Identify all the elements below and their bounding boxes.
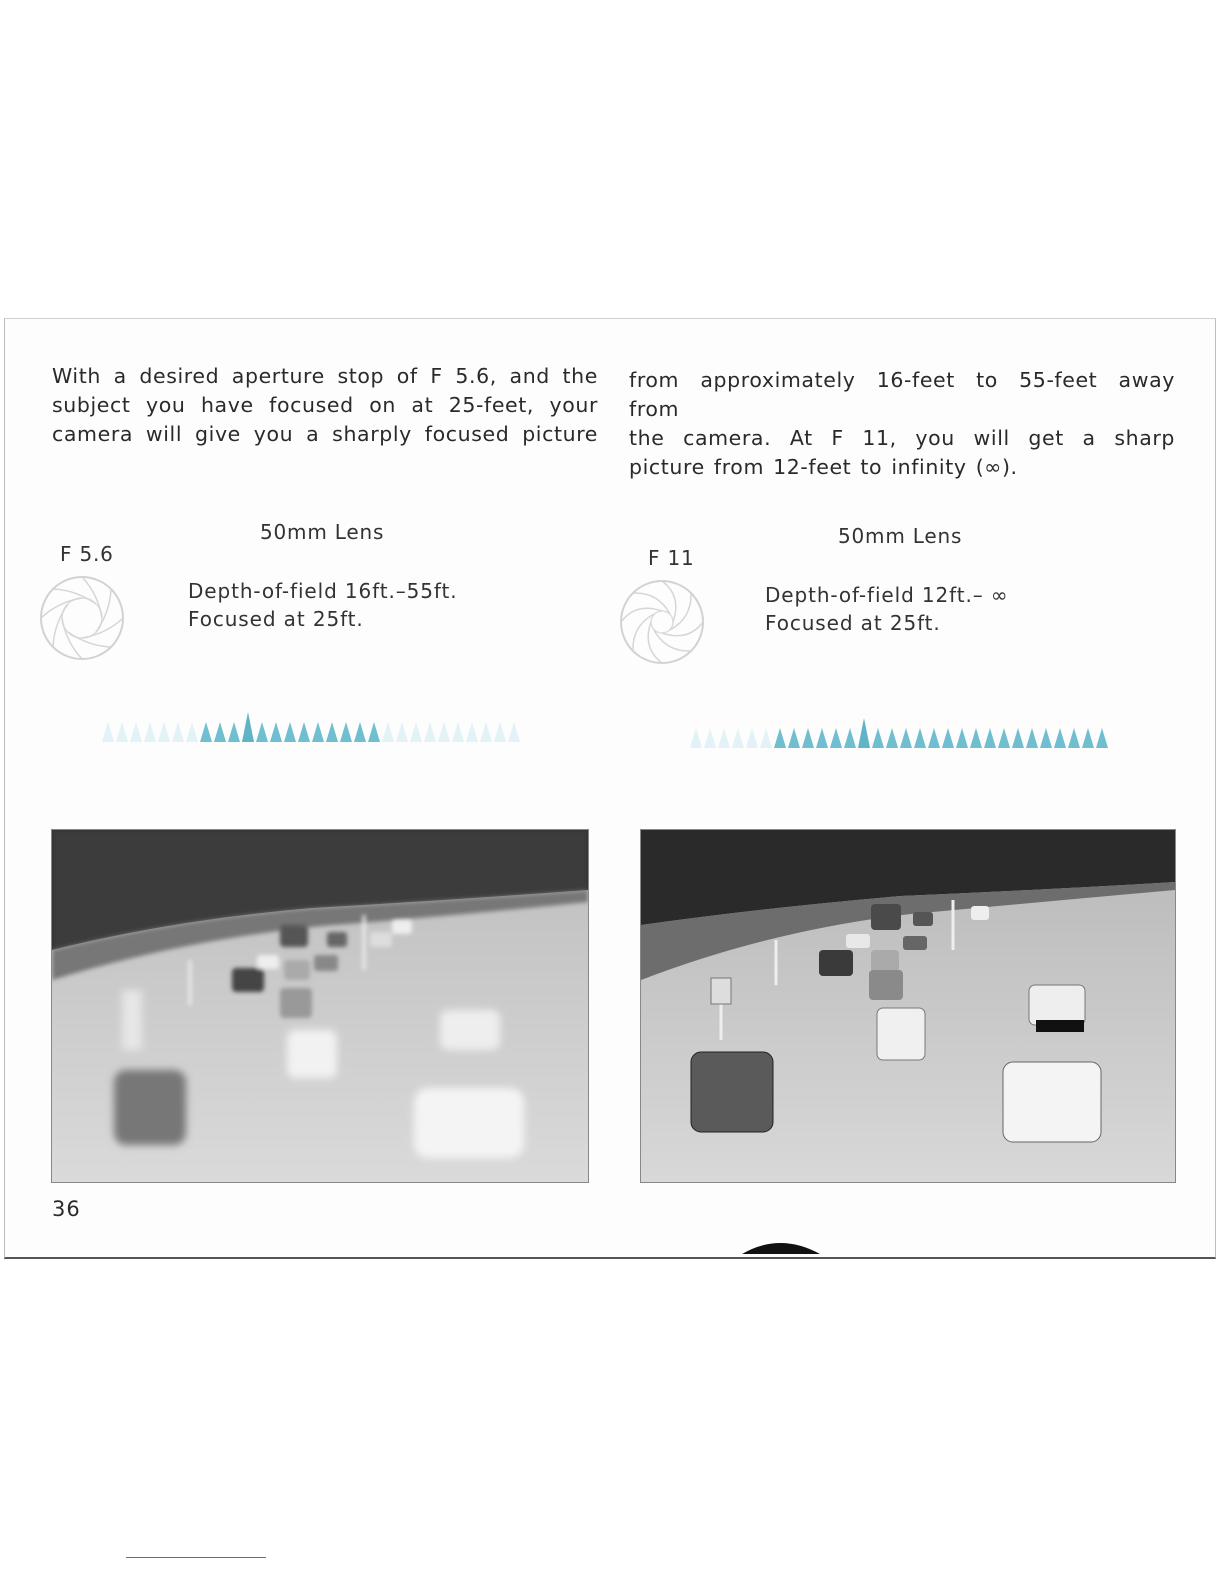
right-depth-scale [690, 718, 1108, 748]
aperture-diaphragm-icon [38, 574, 126, 662]
scale-marker [508, 722, 520, 742]
scale-marker [438, 722, 450, 742]
right-focused-at: Focused at 25ft. [765, 611, 941, 635]
scale-marker [816, 728, 828, 748]
right-paragraph [629, 366, 1175, 482]
scale-marker [172, 722, 184, 742]
scale-marker [872, 728, 884, 748]
scale-marker [284, 722, 296, 742]
right-paragraph-line: the camera. At F 11, you will get a sharp [629, 426, 1175, 450]
scale-marker [494, 722, 506, 742]
scale-marker [340, 722, 352, 742]
underline-rule [126, 1557, 266, 1558]
page-number: 36 [52, 1197, 81, 1221]
scale-marker [1054, 728, 1066, 748]
scale-marker [102, 722, 114, 742]
photo-f11 [640, 829, 1176, 1183]
scale-marker [844, 728, 856, 748]
scale-marker [480, 722, 492, 742]
left-paragraph-line: With a desired aperture stop of F 5.6, and the [52, 364, 598, 388]
scale-marker [396, 722, 408, 742]
scale-marker [914, 728, 926, 748]
left-lens-label: 50mm Lens [260, 520, 385, 544]
scale-marker [116, 722, 128, 742]
left-focused-at: Focused at 25ft. [188, 607, 364, 631]
scale-marker [256, 722, 268, 742]
scale-marker [466, 722, 478, 742]
left-paragraph [52, 362, 598, 449]
scale-marker [718, 728, 730, 748]
scale-marker [1096, 728, 1108, 748]
scale-marker [214, 722, 226, 742]
scale-marker [228, 722, 240, 742]
scale-marker [410, 722, 422, 742]
scale-marker [998, 728, 1010, 748]
scale-marker [1082, 728, 1094, 748]
scale-marker [1026, 728, 1038, 748]
right-paragraph-line: from approximately 16-feet to 55-feet away from [629, 368, 1175, 421]
scale-marker [942, 728, 954, 748]
scale-marker [746, 728, 758, 748]
scale-marker [970, 728, 982, 748]
photo-f11-illustration [641, 830, 1175, 1182]
scale-marker [690, 728, 702, 748]
scale-marker [788, 728, 800, 748]
aperture-diaphragm-icon [618, 578, 706, 666]
scale-marker [144, 722, 156, 742]
scale-marker [1012, 728, 1024, 748]
scale-marker [760, 728, 772, 748]
scale-marker [886, 728, 898, 748]
scale-marker [1040, 728, 1052, 748]
left-paragraph-line: subject you have focused on at 25-feet, your [52, 393, 598, 417]
scale-marker [326, 722, 338, 742]
scale-marker [452, 722, 464, 742]
left-paragraph-line: camera will give you a sharply focused picture [52, 422, 598, 446]
scale-marker [158, 722, 170, 742]
scale-marker [802, 728, 814, 748]
scale-marker [424, 722, 436, 742]
scale-marker [298, 722, 310, 742]
scale-marker [186, 722, 198, 742]
scale-marker [382, 722, 394, 742]
scale-marker [900, 728, 912, 748]
scale-focus-marker [242, 712, 254, 742]
scale-marker [830, 728, 842, 748]
right-aperture-label: F 11 [648, 546, 695, 570]
right-paragraph-line: picture from 12-feet to infinity (∞). [629, 455, 1018, 479]
scale-marker [704, 728, 716, 748]
scale-marker [928, 728, 940, 748]
bottom-tab-mark [742, 1238, 820, 1254]
scale-marker [130, 722, 142, 742]
scale-marker [368, 722, 380, 742]
scale-marker [312, 722, 324, 742]
scale-marker [984, 728, 996, 748]
photo-f5-6-illustration [52, 830, 588, 1182]
scale-marker [354, 722, 366, 742]
right-lens-label: 50mm Lens [838, 524, 963, 548]
scale-marker [270, 722, 282, 742]
scale-marker [774, 728, 786, 748]
scale-marker [956, 728, 968, 748]
scale-marker [1068, 728, 1080, 748]
scale-marker [732, 728, 744, 748]
photo-f5-6 [51, 829, 589, 1183]
left-depth-scale [102, 712, 520, 742]
right-depth-of-field: Depth-of-field 12ft.– ∞ [765, 583, 1009, 607]
scale-marker [200, 722, 212, 742]
left-aperture-label: F 5.6 [60, 542, 114, 566]
scale-focus-marker [858, 718, 870, 748]
left-depth-of-field: Depth-of-field 16ft.–55ft. [188, 579, 458, 603]
